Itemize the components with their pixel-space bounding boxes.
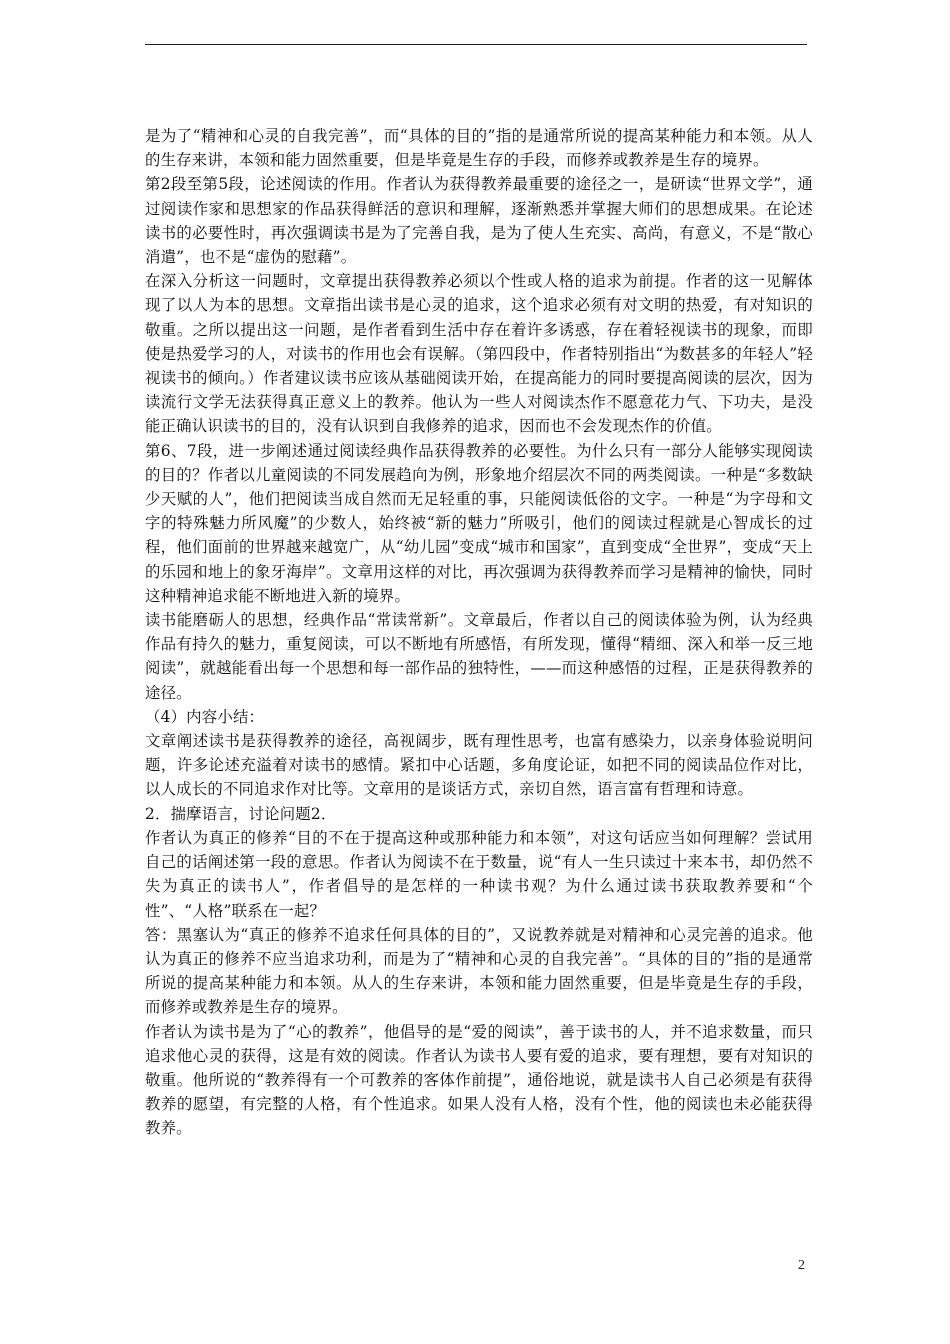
paragraph-4: 第6、7段，进一步阐述通过阅读经典作品获得教养的必要性。为什么只有一部分人能够实现阅读的目的？作者以儿童阅读的不同发展趋向为例，形象地介绍层次不同的两类阅读。一种是“多数缺少天赋的人”，他们把阅读当成自然而无足轻重的事，只能阅读低俗的文字。一种是“为字母和文字的特殊魅力所风魔”的少数人，始终被“新的魅力”所吸引，他们的阅读过程就是心智成长的过程，他们面前的世界越来越宽广，从“幼儿园”变成“城市和国家”，直到变成“全世界”，变成“天上的乐园和地上的象牙海岸”。文章用这样的对比，再次强调为获得教养而学习是精神的愉快，同时这种精神追求能不断地进入新的境界。 xyxy=(145,441,813,605)
section-heading-summary: （4）内容小结： xyxy=(145,707,265,726)
document-body xyxy=(145,124,813,1141)
section-heading-language: 2．揣摩语言，讨论问题2． xyxy=(145,804,337,823)
paragraph-answer-1: 答：黑塞认为“真正的修养不追求任何具体的目的”，又说教养就是对精神和心灵完善的追求。他认为真正的修养不应当追求功利，而是为了“精神和心灵的自我完善”。“具体的目的”指的是通常所说的提高某种能力和本领。从人的生存来讲，本领和能力固然重要，但是毕竟是生存的手段，而修养或教养是生存的境界。 xyxy=(145,925,813,1017)
page-number: 2 xyxy=(798,1258,805,1273)
paragraph-5: 读书能磨砺人的思想，经典作品“常读常新”。文章最后，作者以自己的阅读体验为例，认为经典作品有持久的魅力，重复阅读，可以不断地有所感悟，有所发现，懂得“精细、深入和举一反三地阅读”，就越能看出每一个思想和每一部作品的独特性，——而这种感悟的过程，正是获得教养的途径。 xyxy=(145,611,813,702)
paragraph-answer-2: 作者认为读书是为了“心的教养”，他倡导的是“爱的阅读”，善于读书的人，并不追求数量，而只追求他心灵的获得，这是有效的阅读。作者认为读书人要有爱的追求，要有理想，要有对知识的敬重。他所说的“教养得有一个可教养的客体作前提”，通俗地说，就是读书人自己必须是有获得教养的愿望，有完整的人格，有个性追求。如果人没有人格，没有个性，他的阅读也未必能获得教养。 xyxy=(145,1022,813,1138)
paragraph-question: 作者认为真正的修养“目的不在于提高这种或那种能力和本领”，对这句话应当如何理解？尝试用自己的话阐述第一段的意思。作者认为阅读不在于数量，说“有人一生只读过十来本书，却仍然不失为真正的读书人”，作者倡导的是怎样的一种读书观？为什么通过读书获取教养要和“个性”、“人格”联系在一起？ xyxy=(145,828,813,920)
paragraph-2: 第2段至第5段，论述阅读的作用。作者认为获得教养最重要的途径之一，是研读“世界文学”，通过阅读作家和思想家的作品获得鲜活的意识和理解，逐渐熟悉并掌握大师们的思想成果。在论述读书的必要性时，再次强调读书是为了完善自我，是为了使人生充实、高尚，有意义，不是“散心消遣”，也不是“虚伪的慰藉”。 xyxy=(145,175,813,267)
header-rule xyxy=(145,44,807,45)
paragraph-1: 是为了“精神和心灵的自我完善”，而“具体的目的”指的是通常所说的提高某种能力和本领。从人的生存来讲，本领和能力固然重要，但是毕竟是生存的手段，而修养或教养是生存的境界。 xyxy=(145,127,813,170)
paragraph-3: 在深入分析这一问题时，文章提出获得教养必须以个性或人格的追求为前提。作者的这一见解体现了以人为本的思想。文章指出读书是心灵的追求，这个追求必须有对文明的热爱，有对知识的敬重。之所以提出这一问题，是作者看到生活中存在着许多诱惑，存在着轻视读书的现象，而即使是热爱学习的人，对读书的作用也会有误解。（第四段中，作者特别指出“为数甚多的年轻人”轻视读书的倾向。）作者建议读书应该从基础阅读开始，在提高能力的同时要提高阅读的层次，因为读流行文学无法获得真正意义上的教养。他认为一些人对阅读杰作不愿意花力气、下功夫，是没能正确认识读书的目的，没有认识到自我修养的追求，因而也不会发现杰作的价值。 xyxy=(145,272,813,436)
paragraph-summary: 文章阐述读书是获得教养的途径，高视阔步，既有理性思考，也富有感染力，以亲身体验说明问题，许多论述充溢着对读书的感情。紧扣中心话题，多角度论证，如把不同的阅读品位作对比，以人成长的不同追求作对比等。文章用的是谈话方式，亲切自然，语言富有哲理和诗意。 xyxy=(145,732,813,799)
